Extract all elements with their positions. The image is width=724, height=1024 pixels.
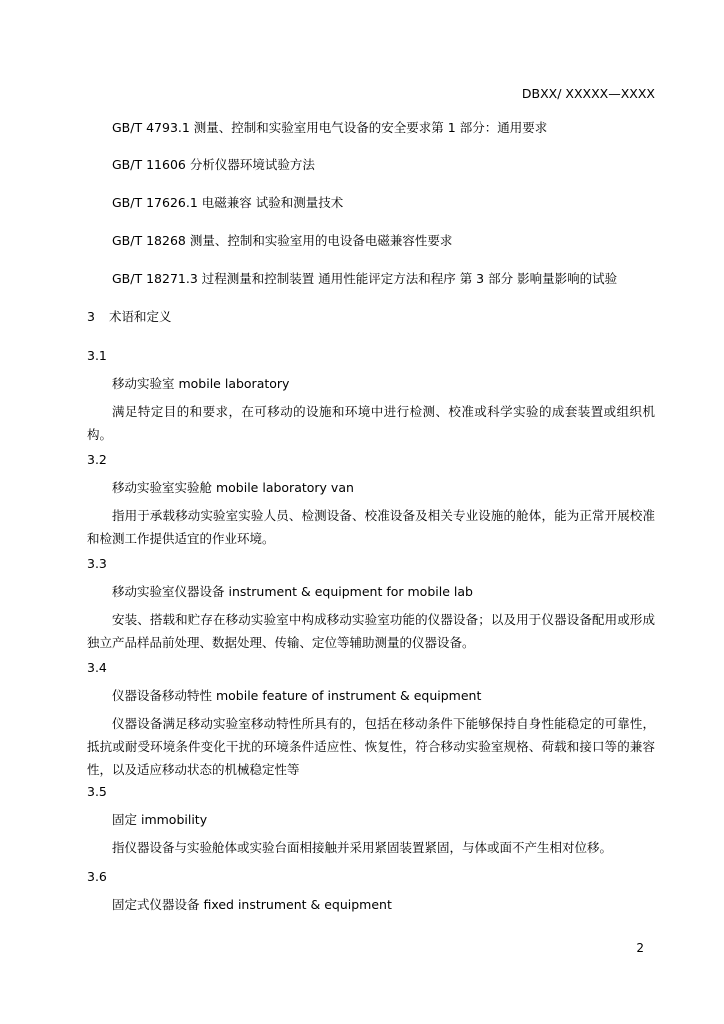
reference-item: GB/T 18271.3 过程测量和控制装置 通用性能评定方法和程序 第 3 部分 影响量影响的试验 xyxy=(112,271,618,286)
reference-item: GB/T 18268 测量、控制和实验室用的电设备电磁兼容性要求 xyxy=(112,233,453,248)
term-definition: 指用于承载移动实验室实验人员、检测设备、校准设备及相关专业设施的舱体，能为正常开展校准和检测工作提供适宜的作业环境。 xyxy=(87,508,655,546)
reference-item: GB/T 4793.1 测量、控制和实验室用电气设备的安全要求第 1 部分：通用要求 xyxy=(112,120,548,135)
page-number: 2 xyxy=(636,941,644,955)
term-number: 3.2 xyxy=(87,452,107,467)
section-title: 术语和定义 xyxy=(108,309,172,324)
term-name: 移动实验室 mobile laboratory xyxy=(112,376,290,391)
document-code: DBXX/ XXXXX—XXXX xyxy=(521,86,655,101)
section-heading xyxy=(87,309,171,325)
term-name: 固定式仪器设备 fixed instrument & equipment xyxy=(112,897,392,912)
term-name: 移动实验室实验舱 mobile laboratory van xyxy=(112,480,354,495)
reference-item: GB/T 17626.1 电磁兼容 试验和测量技术 xyxy=(112,195,344,210)
term-definition: 指仪器设备与实验舱体或实验台面相接触并采用紧固装置紧固，与体或面不产生相对位移。 xyxy=(112,840,613,855)
term-name: 固定 immobility xyxy=(112,812,208,827)
term-number: 3.6 xyxy=(87,869,107,884)
term-definition: 安装、搭载和贮存在移动实验室中构成移动实验室功能的仪器设备；以及用于仪器设备配用或形成独立产品样品前处理、数据处理、传输、定位等辅助测量的仪器设备。 xyxy=(87,612,655,650)
term-number: 3.1 xyxy=(87,348,107,363)
term-number: 3.3 xyxy=(87,556,107,571)
term-definition: 仪器设备满足移动实验室移动特性所具有的，包括在移动条件下能够保持自身性能稳定的可靠性，抵抗或耐受环境条件变化干扰的环境条件适应性、恢复性，符合移动实验室规格、荷载和接口等的兼容性，以及适应移动状态的机械稳定性等 xyxy=(87,716,655,777)
section-number: 3 xyxy=(87,309,95,324)
reference-item: GB/T 11606 分析仪器环境试验方法 xyxy=(112,157,315,172)
term-name: 仪器设备移动特性 mobile feature of instrument & equipment xyxy=(112,688,482,703)
term-name: 移动实验室仪器设备 instrument & equipment for mobile lab xyxy=(112,584,473,599)
term-definition: 满足特定目的和要求，在可移动的设施和环境中进行检测、校准或科学实验的成套装置或组织机构。 xyxy=(87,404,655,442)
term-number: 3.4 xyxy=(87,660,107,675)
term-number: 3.5 xyxy=(87,784,107,799)
